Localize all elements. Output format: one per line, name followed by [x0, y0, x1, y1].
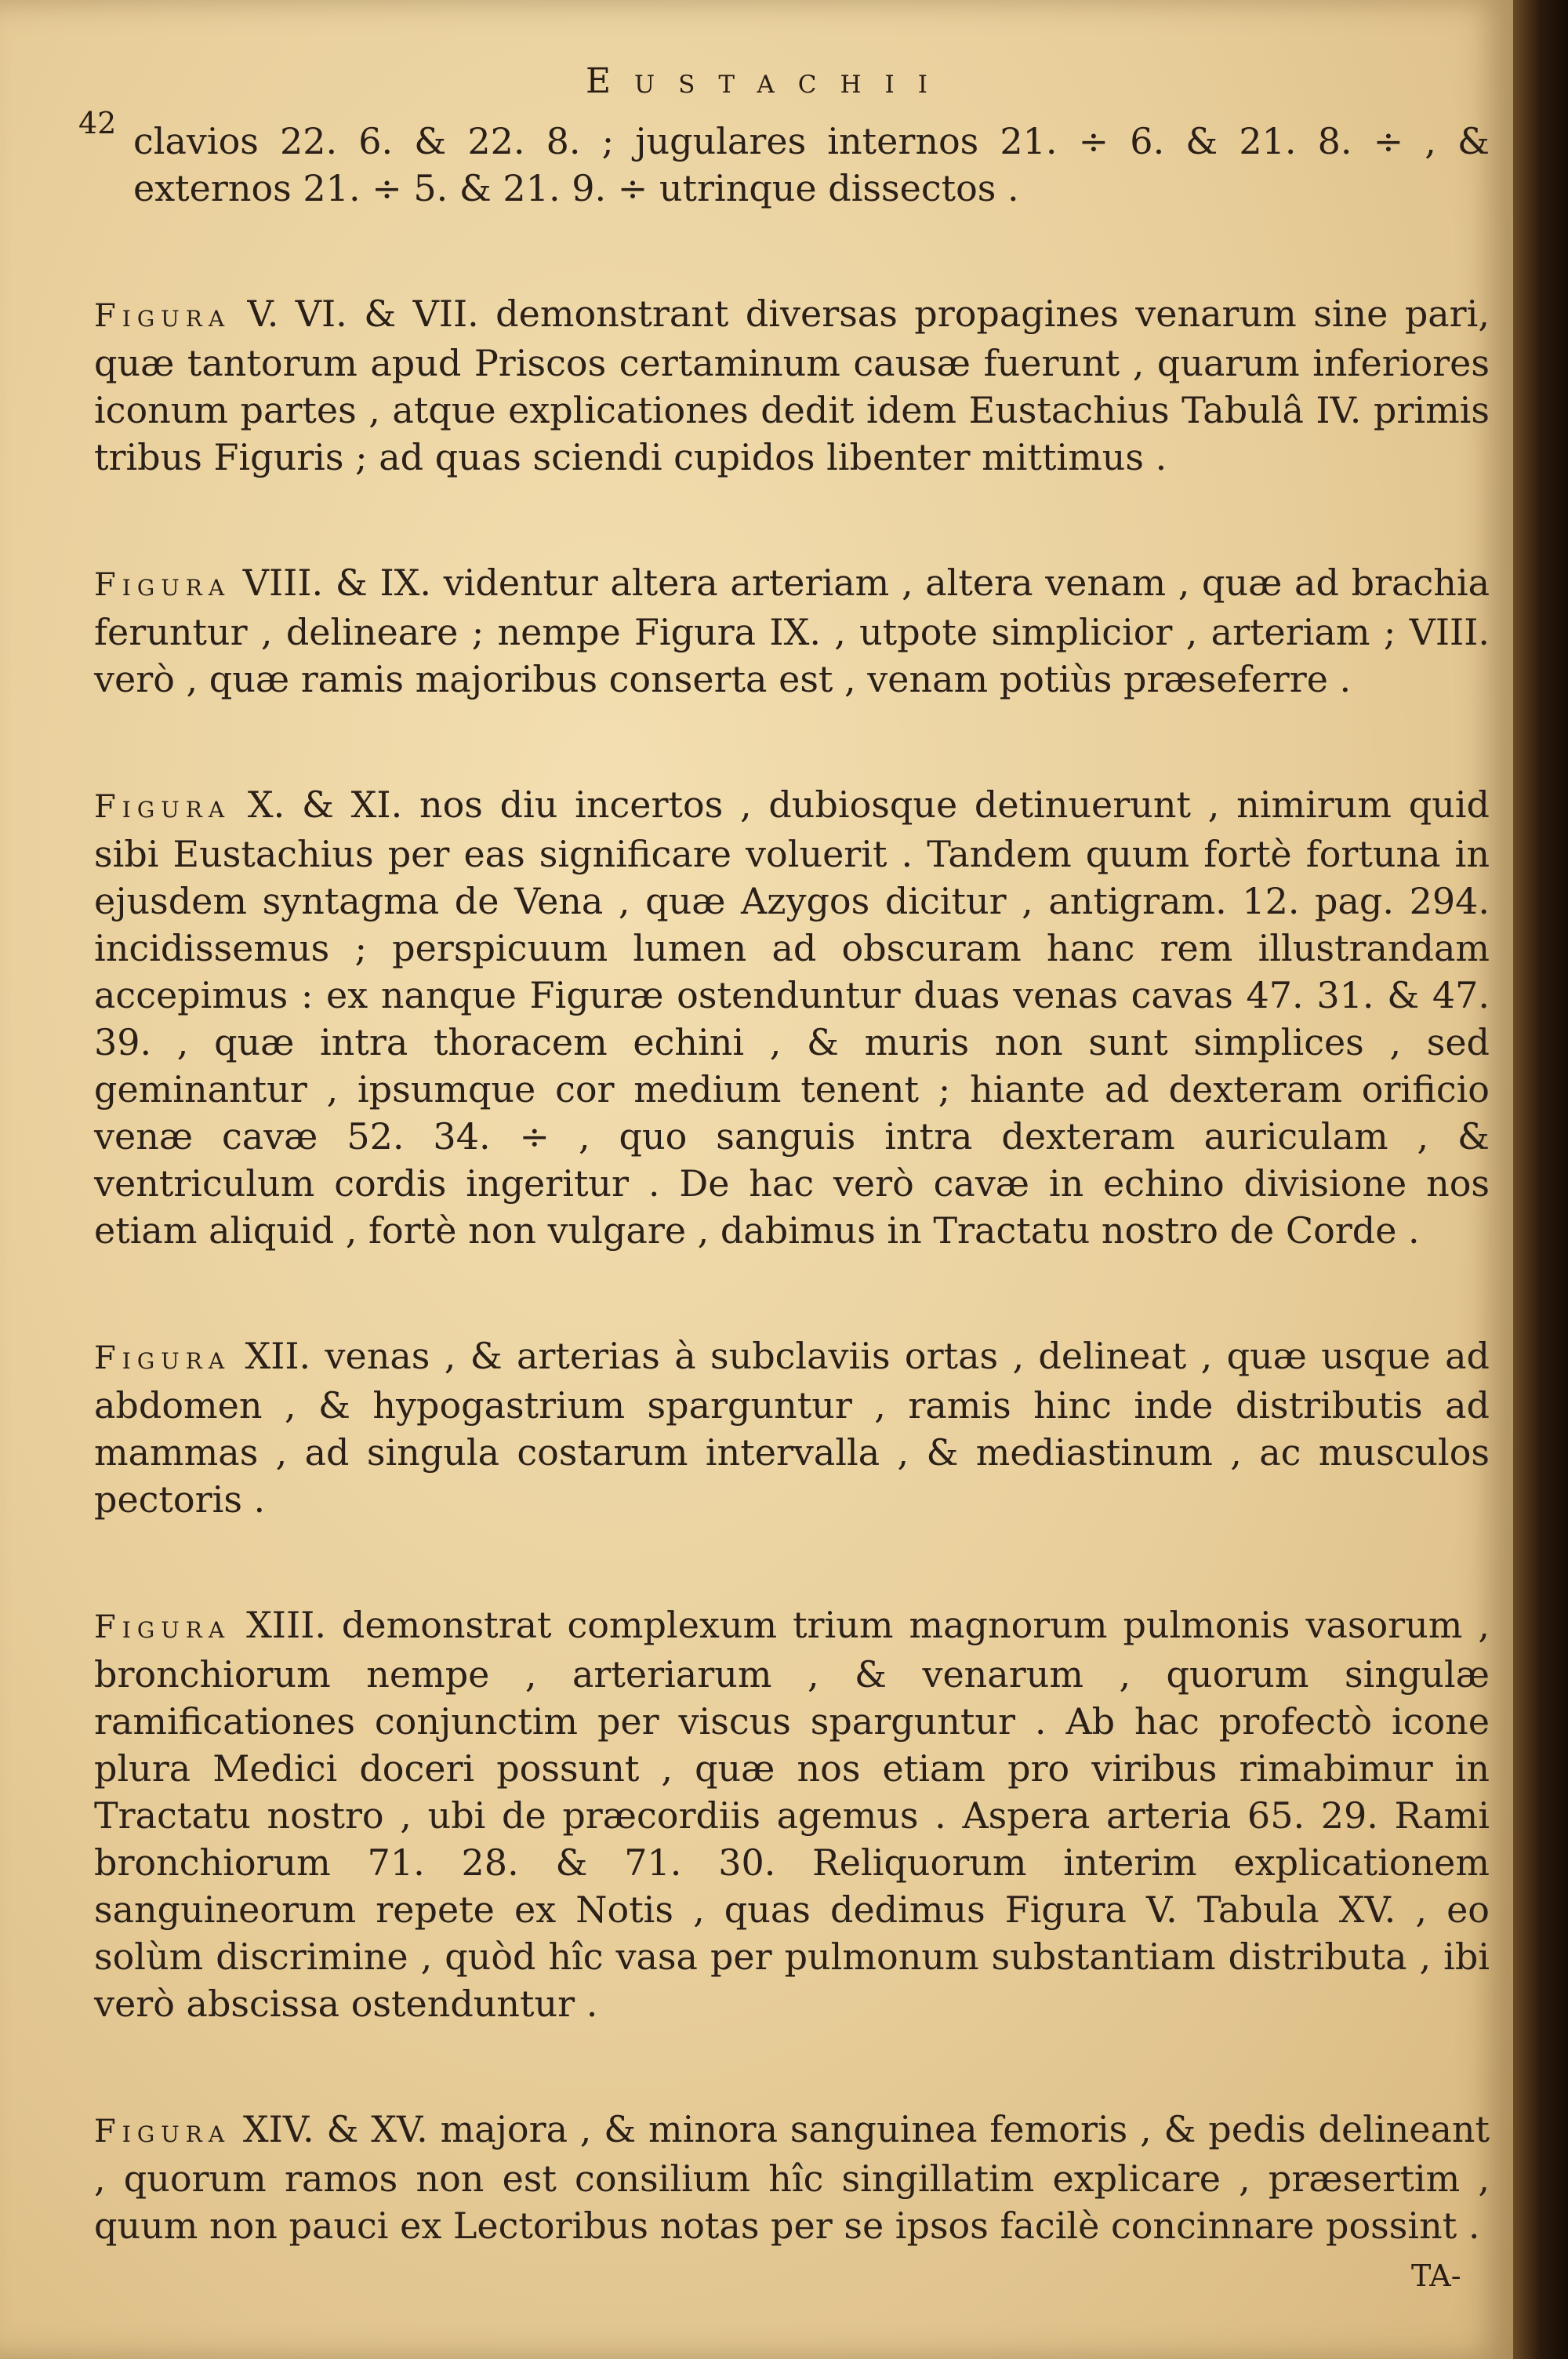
paragraph-text: VIII. & IX. videntur altera arteriam , altera venam , quæ ad brachia feruntur , delineare ; nempe Figura IX. , utpote simplicior , arteriam ; VIII. verò , quæ ramis majoribus conserta est , venam potiùs præseferre .: [94, 562, 1490, 700]
paragraph-text: V. VI. & VII. demonstrant diversas propagines venarum sine pari, quæ tantorum apud Priscos certaminum causæ fuerunt , quarum inferiores iconum partes , atque explicationes dedit idem Eustachius Tabulâ IV. primis tribus Figuris ; ad quas sciendi cupidos libenter mittimus .: [94, 293, 1490, 478]
paragraph-text: X. & XI. nos diu incertos , dubiosque detinuerunt , nimirum quid sibi Eustachius per eas significare voluerit . Tandem quum fortè fortuna in ejusdem syntagma de Vena , quæ Azygos dicitur , antigram. 12. pag. 294. incidissemus ; perspicuum lumen ad obscuram hanc rem illustrandam accepimus : ex nanque Figuræ ostenduntur duas venas cavas 47. 31. & 47. 39. , quæ intra thoracem echini , & muris non sunt simplices , sed geminantur , ipsumque cor medium tenent ; hiante ad dexteram orificio venæ cavæ 52. 34. ÷ , quo sanguis intra dexteram auriculam , & ventriculum cordis ingeritur . De hac verò cavæ in echino divisione nos etiam aliquid , fortè non vulgare , dabimus in Tractatu nostro de Corde .: [94, 783, 1490, 1252]
figura-label: Figura: [94, 298, 231, 334]
paragraph-text: XII. venas , & arterias à subclaviis ortas , delineat , quæ usque ad abdomen , & hypogastrium sparguntur , ramis hinc inde distributis ad mammas , ad singula costarum intervalla , & mediastinum , ac musculos pectoris .: [94, 1335, 1490, 1521]
body-text: [94, 118, 1490, 2249]
figura-label: Figura: [94, 567, 231, 603]
paragraph-text: XIV. & XV. majora , & minora sanguinea femoris , & pedis delineant , quorum ramos non est consilium hîc singillatim explicare , præsertim , quum non pauci ex Lectoribus notas per se ipsos facilè concinnare possint .: [94, 2108, 1490, 2247]
figura-label: Figura: [94, 1340, 231, 1376]
paragraph-figura-xii: [94, 1332, 1490, 1523]
paragraph-figura-xiii: [94, 1601, 1490, 2027]
page-number: 42: [78, 106, 117, 140]
paragraph-text: clavios 22. 6. & 22. 8. ; jugulares internos 21. ÷ 6. & 21. 8. ÷ , & externos 21. ÷ 5. & 21. 9. ÷ utrinque dissectos .: [133, 120, 1490, 209]
paragraph-figura-viii-ix: [94, 559, 1490, 703]
figura-label: Figura: [94, 2114, 231, 2150]
paragraph-continuation: [133, 118, 1490, 212]
book-gutter: [1513, 0, 1568, 2359]
figura-label: Figura: [94, 1609, 231, 1645]
running-head: Eustachii: [585, 61, 952, 101]
catchword: TA-: [1411, 2259, 1461, 2293]
paragraph-figura-x-xi: [94, 781, 1490, 1254]
paragraph-figura-v-vii: [94, 290, 1490, 481]
paragraph-text: XIII. demonstrat complexum trium magnorum pulmonis vasorum , bronchiorum nempe , arteriarum , & venarum , quorum singulæ ramificationes conjunctim per viscus sparguntur . Ab hac profectò icone plura Medici doceri possunt , quæ nos etiam pro viribus rimabimur in Tractatu nostro , ubi de præcordiis agemus . Aspera arteria 65. 29. Rami bronchiorum 71. 28. & 71. 30. Reliquorum interim explicationem sanguineorum repete ex Notis , quas dedimus Figura V. Tabula XV. , eo solùm discrimine , quòd hîc vasa per pulmonum substantiam distributa , ibi verò abscissa ostenduntur .: [94, 1604, 1490, 2025]
paragraph-figura-xiv-xv: [94, 2106, 1490, 2249]
figura-label: Figura: [94, 789, 231, 825]
